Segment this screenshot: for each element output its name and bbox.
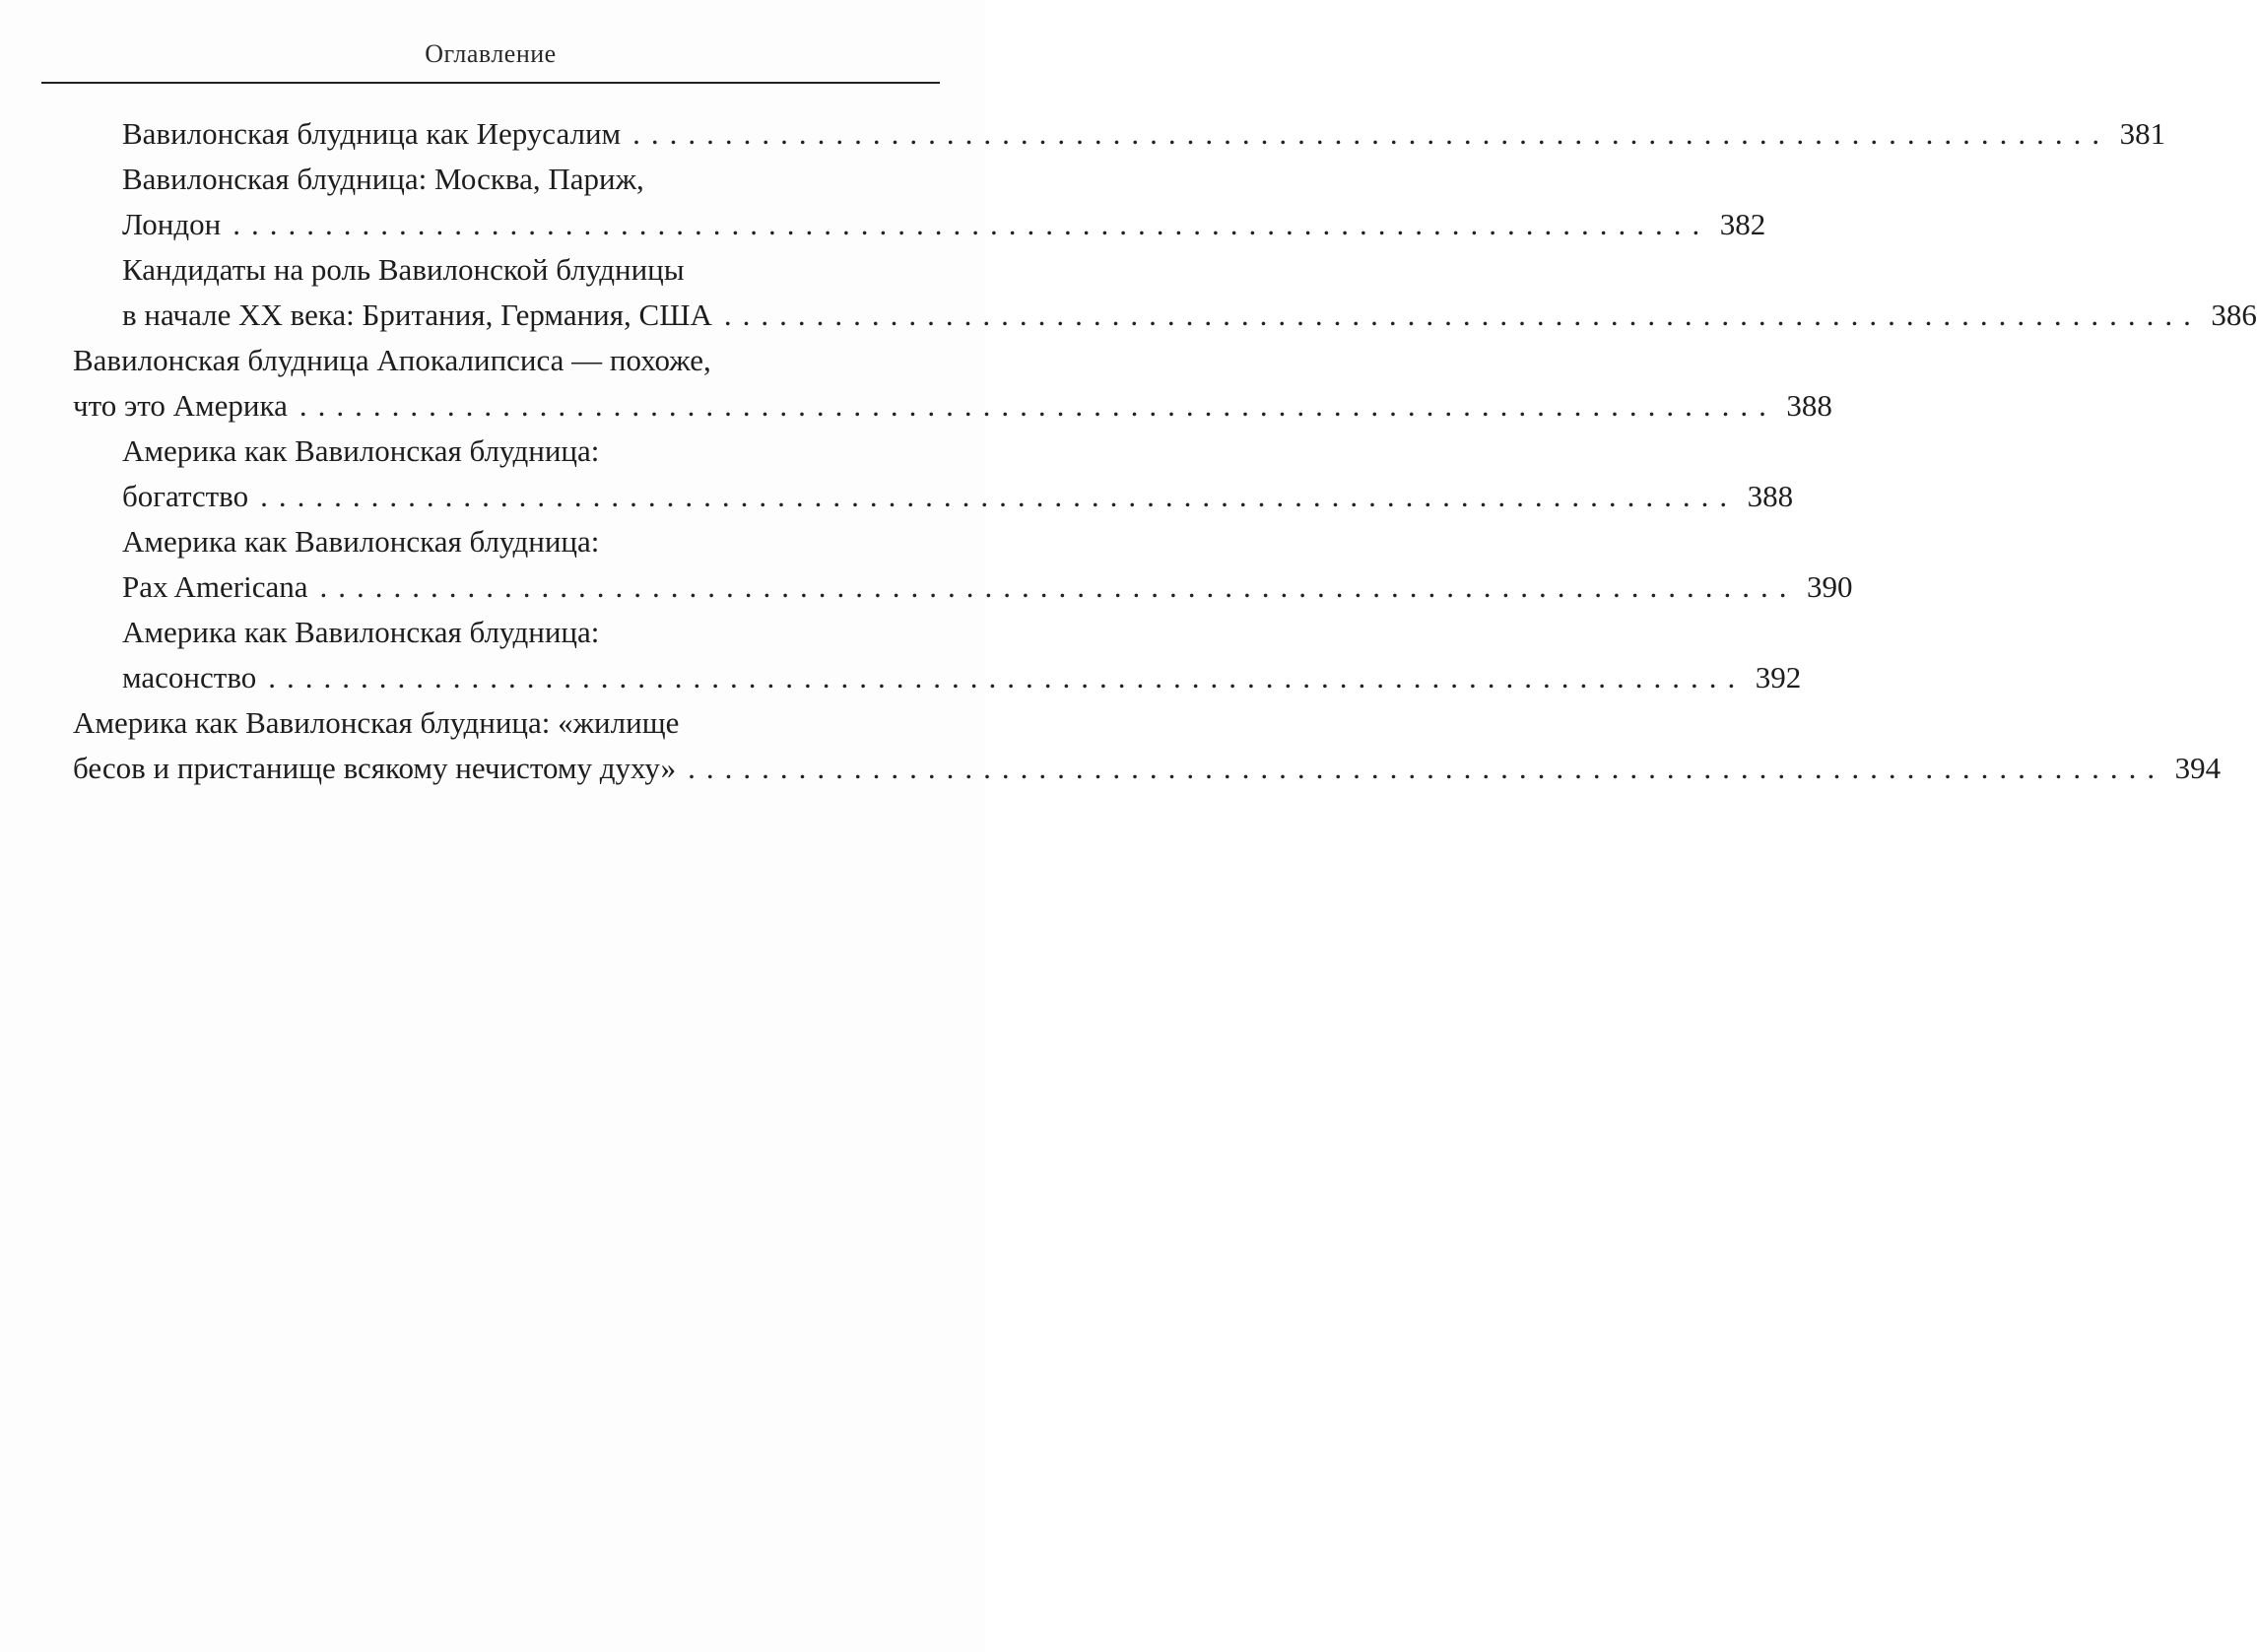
toc-entry-text: Pax Americana bbox=[122, 569, 308, 604]
toc-page-number: 388 bbox=[1747, 479, 1794, 513]
toc-page-number: 392 bbox=[1755, 660, 1802, 694]
toc-dot-leader: ................................................................................ bbox=[268, 660, 1747, 694]
toc-entry-text: Вавилонская блудница Апокалипсиса — похоже, bbox=[73, 343, 711, 377]
toc-page-number: 386 bbox=[2211, 297, 2257, 332]
toc-entry-line bbox=[122, 610, 936, 655]
toc-dot-leader: ................................................................................ bbox=[723, 297, 2202, 332]
toc-page-number: 388 bbox=[1786, 388, 1832, 423]
toc-entry-text: в начале XX века: Британия, Германия, США bbox=[122, 297, 712, 332]
toc-entry-text: Лондон bbox=[122, 207, 222, 241]
toc-dot-leader: ................................................................................ bbox=[260, 479, 1739, 513]
toc-entry-line bbox=[122, 293, 2257, 338]
toc-entry-text: Америка как Вавилонская блудница: bbox=[122, 524, 600, 559]
toc-entry-text: Вавилонская блудница как Иерусалим bbox=[122, 116, 622, 151]
toc-entry-line bbox=[122, 655, 1802, 700]
toc-dot-leader: ................................................................................ bbox=[632, 116, 2111, 151]
toc-entry-text: Америка как Вавилонская блудница: bbox=[122, 615, 600, 649]
toc-entry-line bbox=[122, 429, 936, 474]
toc-page-number: 394 bbox=[2174, 751, 2222, 785]
toc-entry-line bbox=[122, 202, 1766, 247]
toc-entry-text: Кандидаты на роль Вавилонской блудницы bbox=[122, 252, 685, 287]
toc-entry-text: Вавилонская блудница: Москва, Париж, bbox=[122, 162, 644, 196]
toc-entry-line bbox=[122, 157, 936, 202]
toc-entry-text: Америка как Вавилонская блудница: bbox=[122, 433, 600, 468]
header-rule bbox=[41, 82, 940, 84]
toc-entry-line bbox=[73, 383, 1832, 429]
toc-entry-text: Америка как Вавилонская блудница: «жилище bbox=[73, 705, 680, 740]
toc-dot-leader: ................................................................................ bbox=[688, 751, 2166, 785]
toc-entry-text: богатство bbox=[122, 479, 249, 513]
toc-entry-text: бесов и пристанище всякому нечистому духу» bbox=[73, 751, 677, 785]
toc-entry-text: что это Америка bbox=[73, 388, 288, 423]
toc-entry-line bbox=[122, 111, 2166, 157]
toc-entry-line bbox=[122, 564, 1853, 610]
toc-entry-line bbox=[73, 746, 2222, 791]
toc-dot-leader: ................................................................................ bbox=[299, 388, 1777, 423]
toc-page-number: 390 bbox=[1807, 569, 1853, 604]
toc-entry-text: масонство bbox=[122, 660, 257, 694]
toc-entry-line bbox=[122, 474, 1794, 519]
toc-entry-line bbox=[122, 519, 936, 564]
toc-page-number: 381 bbox=[2119, 116, 2166, 151]
toc-dot-leader: ................................................................................ bbox=[319, 569, 1798, 604]
running-head-title: Оглавление bbox=[425, 39, 557, 68]
toc-dot-leader: ................................................................................ bbox=[232, 207, 1711, 241]
toc-entry-line bbox=[73, 338, 936, 383]
toc-entry-line bbox=[122, 247, 936, 293]
toc-entry-line bbox=[73, 700, 936, 746]
toc-page-number: 382 bbox=[1719, 207, 1766, 241]
